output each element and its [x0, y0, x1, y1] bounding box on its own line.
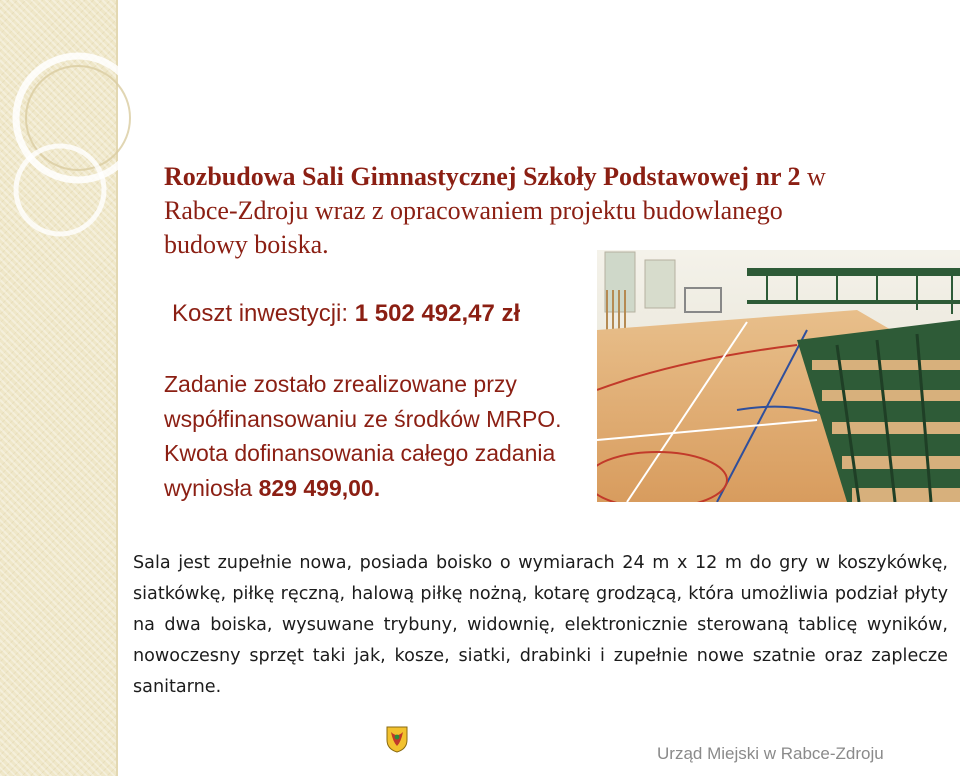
cost-value: 1 502 492,47 zł: [354, 300, 521, 327]
gym-hall-photo: [597, 250, 960, 502]
hall-description: Sala jest zupełnie nowa, posiada boisko o wymiarach 24 m x 12 m do gry w koszykówkę, siatkówkę, piłkę ręczną, halową piłkę nożną, kotarę grodzącą, która umożliwia podział płyty na dwa boiska, wysuwane trybuny, widownię, elektronicznie sterowaną tablicę wyników, nowoczesny sprzęt taki jak, kosze, siatki, drabinki i zupełnie nowe szatnie oraz zaplecze sanitarne.: [133, 553, 948, 697]
decorative-rings: [0, 0, 140, 300]
cost-label: Koszt inwestycji:: [172, 300, 355, 327]
town-crest-icon: [386, 726, 408, 753]
investment-cost: [172, 300, 520, 328]
cofinancing-text: [164, 367, 594, 505]
cofinancing-body: Zadanie zostało zrealizowane przy współfinansowaniu ze środków MRPO. Kwota dofinansowania całego zadania wyniosła: [164, 371, 562, 501]
footer-organization: Urząd Miejski w Rabce-Zdroju: [657, 744, 884, 763]
cofinancing-amount: 829 499,00.: [258, 474, 381, 501]
title-bold: Rozbudowa Sali Gimnastycznej Szkoły Podstawowej nr 2: [164, 162, 801, 191]
slide-title: [164, 160, 854, 262]
title-rest: w Rabce-Zdroju wraz z opracowaniem projektu budowlanego budowy boiska.: [164, 162, 826, 259]
